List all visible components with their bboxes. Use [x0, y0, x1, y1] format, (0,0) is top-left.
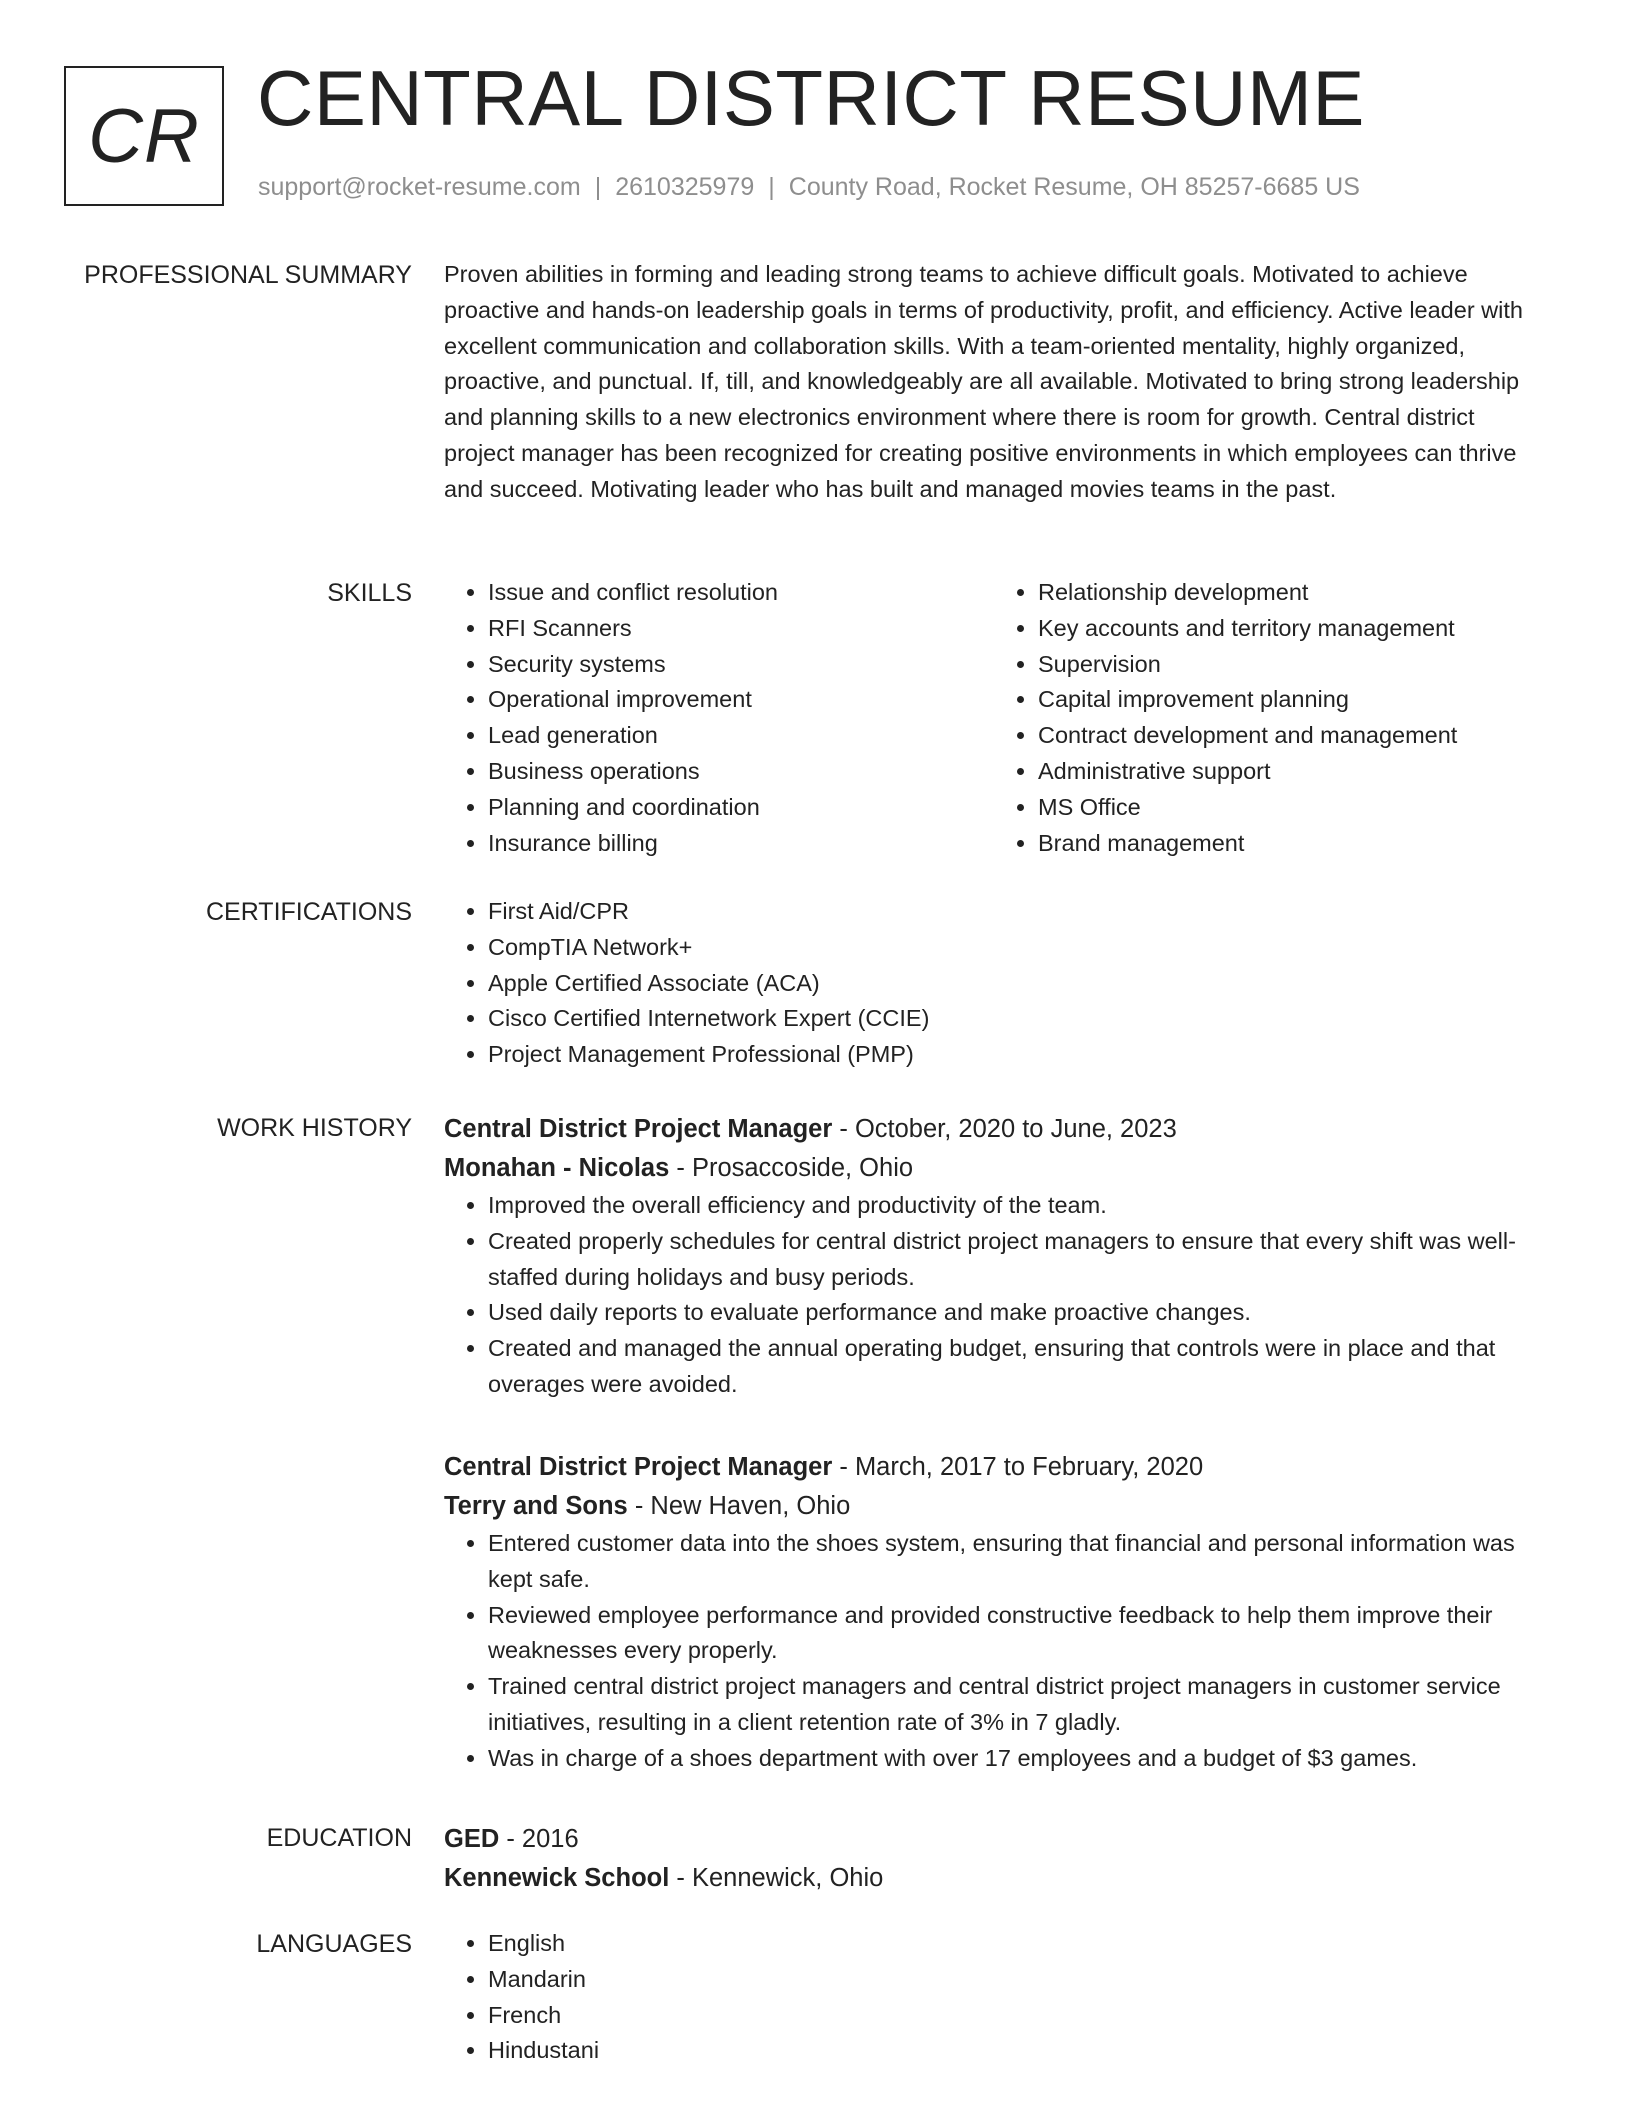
certifications-content	[444, 894, 1544, 1073]
degree-name: GED	[444, 1825, 500, 1853]
skill-item: • Business operations	[488, 754, 994, 790]
employer-location: - New Haven, Ohio	[627, 1492, 851, 1520]
job-bullet: • Was in charge of a shoes department with over 17 employees and a budget of $3 games.	[488, 1741, 1544, 1777]
job-bullet: • Created properly schedules for central district project managers to ensure that every shift was well-staffed during holidays and busy periods.	[488, 1224, 1544, 1296]
job-entry	[444, 1448, 1544, 1777]
skill-item: • MS Office	[1038, 790, 1544, 826]
skill-item: • Administrative support	[1038, 754, 1544, 790]
skill-item: • RFI Scanners	[488, 611, 994, 647]
certification-item: • Cisco Certified Internetwork Expert (CCIE)	[488, 1001, 1544, 1037]
job-bullet: • Improved the overall efficiency and productivity of the team.	[488, 1188, 1544, 1224]
school-location: - Kennewick, Ohio	[669, 1864, 884, 1892]
language-item: • French	[488, 1998, 1544, 2034]
section-heading-certifications: CERTIFICATIONS	[205, 898, 412, 926]
job-entry	[444, 1110, 1544, 1403]
job-bullets	[444, 1188, 1544, 1403]
degree-year: - 2016	[499, 1825, 579, 1853]
section-heading-skills: SKILLS	[327, 579, 412, 607]
job-title-line	[444, 1110, 1544, 1149]
skill-item: • Key accounts and territory management	[1038, 611, 1544, 647]
summary-text: Proven abilities in forming and leading strong teams to achieve difficult goals. Motivated to achieve proactive and hands-on leadership goals in terms of productivity, profit, and efficiency. Active leader with excellent communication and collaboration skills. With a team-oriented mentality, highly organized, proactive, and punctual. If, till, and knowledgeably are all available. Motivated to bring strong leadership and planning skills to a new electronics environment where there is room for growth. Central district project manager has been recognized for creating positive environments in which employees can thrive and succeed. Motivating leader who has built and managed movies teams in the past.	[444, 261, 1523, 502]
employer-name: Monahan - Nicolas	[444, 1154, 670, 1182]
education-content	[444, 1820, 1544, 1898]
job-bullets	[444, 1526, 1544, 1777]
school-name: Kennewick School	[444, 1864, 670, 1892]
language-item: • Mandarin	[488, 1962, 1544, 1998]
skill-item: • Operational improvement	[488, 682, 994, 718]
work-history-content	[444, 1448, 1544, 1777]
section-heading-work-history: WORK HISTORY	[217, 1114, 412, 1142]
language-item: • English	[488, 1926, 1544, 1962]
skill-item: • Brand management	[1038, 826, 1544, 862]
job-bullet: • Used daily reports to evaluate performance and make proactive changes.	[488, 1295, 1544, 1331]
certifications-list	[444, 894, 1544, 1073]
job-title-line	[444, 1448, 1544, 1487]
employer-location: - Prosaccoside, Ohio	[669, 1154, 914, 1182]
skills-list-left	[444, 575, 994, 861]
employer-line	[444, 1149, 1544, 1188]
certification-item: • Apple Certified Associate (ACA)	[488, 966, 1544, 1002]
school-line	[444, 1859, 1544, 1898]
skill-item: • Planning and coordination	[488, 790, 994, 826]
employer-name: Terry and Sons	[444, 1492, 628, 1520]
contact-line	[258, 173, 1360, 202]
contact-separator: |	[594, 173, 602, 201]
section-heading-education: EDUCATION	[266, 1824, 412, 1852]
contact-email[interactable]: support@rocket-resume.com	[258, 173, 581, 201]
job-bullet: • Created and managed the annual operating budget, ensuring that controls were in place and that overages were avoided.	[488, 1331, 1544, 1403]
contact-address: County Road, Rocket Resume, OH 85257-6685 US	[788, 173, 1360, 201]
skill-item: • Insurance billing	[488, 826, 994, 862]
skills-list-right	[994, 575, 1544, 861]
monogram-logo: CR	[64, 66, 224, 206]
section-heading-languages: LANGUAGES	[256, 1930, 412, 1958]
certification-item: • Project Management Professional (PMP)	[488, 1037, 1544, 1073]
job-title: Central District Project Manager	[444, 1453, 833, 1481]
job-bullet: • Reviewed employee performance and provided constructive feedback to help them improve their weaknesses every properly.	[488, 1598, 1544, 1670]
resume-name: CENTRAL DISTRICT RESUME	[257, 54, 1365, 142]
job-bullet: • Trained central district project managers and central district project managers in customer service initiatives, resulting in a client retention rate of 3% in 7 gladly.	[488, 1669, 1544, 1741]
job-title: Central District Project Manager	[444, 1115, 833, 1143]
languages-content	[444, 1926, 1544, 2069]
languages-list	[444, 1926, 1544, 2069]
job-dates: - October, 2020 to June, 2023	[832, 1115, 1177, 1143]
work-history-content	[444, 1110, 1544, 1403]
certification-item: • First Aid/CPR	[488, 894, 1544, 930]
skill-item: • Capital improvement planning	[1038, 682, 1544, 718]
skill-item: • Relationship development	[1038, 575, 1544, 611]
certification-item: • CompTIA Network+	[488, 930, 1544, 966]
language-item: • Hindustani	[488, 2033, 1544, 2069]
contact-separator: |	[768, 173, 775, 201]
job-bullet: • Entered customer data into the shoes system, ensuring that financial and personal information was kept safe.	[488, 1526, 1544, 1598]
skill-item: • Supervision	[1038, 647, 1544, 683]
skill-item: • Security systems	[488, 647, 994, 683]
skill-item: • Issue and conflict resolution	[488, 575, 994, 611]
degree-line	[444, 1820, 1544, 1859]
contact-phone[interactable]: 2610325979	[615, 173, 755, 201]
job-dates: - March, 2017 to February, 2020	[832, 1453, 1204, 1481]
section-heading-summary: PROFESSIONAL SUMMARY	[84, 261, 412, 289]
skill-item: • Lead generation	[488, 718, 994, 754]
skills-columns	[444, 575, 1544, 861]
employer-line	[444, 1487, 1544, 1526]
skill-item: • Contract development and management	[1038, 718, 1544, 754]
